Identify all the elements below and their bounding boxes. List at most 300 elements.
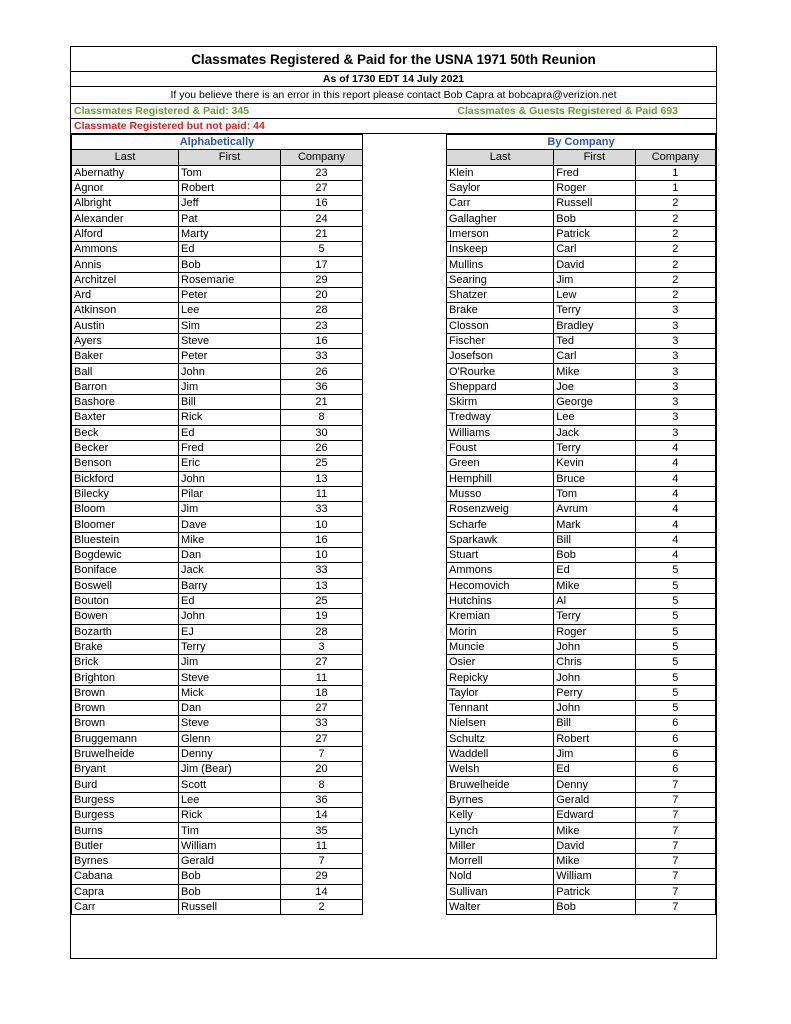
cell-first-name: Gerald — [554, 792, 635, 807]
guests-registered-paid-count: Classmates & Guests Registered & Paid 693 — [457, 105, 678, 117]
cell-company: 17 — [281, 257, 363, 272]
table-row — [72, 211, 363, 226]
cell-company: 21 — [281, 395, 363, 410]
cell-first-name: Gerald — [179, 853, 281, 868]
cell-company: 16 — [281, 532, 363, 547]
cell-company: 26 — [281, 364, 363, 379]
cell-last-name: Brake — [447, 303, 554, 318]
registration-stats — [71, 104, 716, 119]
cell-company: 24 — [281, 211, 363, 226]
cell-first-name: Tom — [554, 486, 635, 501]
table-row — [447, 716, 716, 731]
cell-last-name: Bickford — [72, 471, 179, 486]
cell-first-name: Ed — [179, 242, 281, 257]
cell-company: 5 — [635, 593, 715, 608]
cell-first-name: Rosemarie — [179, 272, 281, 287]
alphabetical-table — [71, 134, 363, 915]
cell-company: 16 — [281, 196, 363, 211]
cell-last-name: Capra — [72, 884, 179, 899]
table-row — [72, 226, 363, 241]
column-header-first: First — [179, 150, 281, 165]
cell-last-name: Byrnes — [447, 792, 554, 807]
cell-company: 5 — [635, 670, 715, 685]
cell-first-name: Mike — [554, 853, 635, 868]
cell-first-name: Joe — [554, 379, 635, 394]
cell-company: 13 — [281, 471, 363, 486]
cell-company: 36 — [281, 379, 363, 394]
table-row — [447, 853, 716, 868]
cell-last-name: Bowen — [72, 609, 179, 624]
table-row — [72, 670, 363, 685]
cell-last-name: Gallagher — [447, 211, 554, 226]
table-row — [72, 869, 363, 884]
cell-company: 2 — [635, 211, 715, 226]
report-sheet — [70, 46, 717, 959]
cell-first-name: Terry — [554, 303, 635, 318]
cell-company: 1 — [635, 180, 715, 195]
table-row — [72, 517, 363, 532]
cell-last-name: Bruwelheide — [447, 777, 554, 792]
cell-company: 6 — [635, 746, 715, 761]
cell-first-name: Jim — [554, 272, 635, 287]
cell-last-name: Barron — [72, 379, 179, 394]
table-row — [72, 624, 363, 639]
cell-first-name: Al — [554, 593, 635, 608]
cell-last-name: Becker — [72, 440, 179, 455]
cell-first-name: John — [554, 639, 635, 654]
cell-first-name: Barry — [179, 578, 281, 593]
cell-last-name: Skirm — [447, 395, 554, 410]
table-row — [447, 563, 716, 578]
by-company-caption: By Company — [447, 135, 716, 150]
table-row — [447, 838, 716, 853]
table-row — [447, 226, 716, 241]
cell-first-name: Carl — [554, 349, 635, 364]
column-header-first: First — [554, 150, 635, 165]
table-row — [447, 700, 716, 715]
table-row — [447, 670, 716, 685]
cell-first-name: William — [179, 838, 281, 853]
cell-last-name: Hemphill — [447, 471, 554, 486]
cell-last-name: Closson — [447, 318, 554, 333]
table-row — [447, 440, 716, 455]
cell-last-name: Rosenzweig — [447, 502, 554, 517]
table-row — [447, 808, 716, 823]
cell-last-name: Albright — [72, 196, 179, 211]
cell-last-name: Butler — [72, 838, 179, 853]
table-row — [72, 440, 363, 455]
registered-paid-count: Classmates Registered & Paid: 345 — [74, 105, 250, 117]
cell-last-name: Hutchins — [447, 593, 554, 608]
cell-company: 11 — [281, 486, 363, 501]
table-row — [447, 823, 716, 838]
cell-first-name: Lee — [179, 792, 281, 807]
cell-last-name: Burgess — [72, 792, 179, 807]
cell-company: 27 — [281, 731, 363, 746]
cell-company: 14 — [281, 884, 363, 899]
cell-company: 5 — [635, 624, 715, 639]
cell-company: 4 — [635, 532, 715, 547]
cell-company: 7 — [635, 777, 715, 792]
table-row — [72, 456, 363, 471]
cell-last-name: Brighton — [72, 670, 179, 685]
table-caption-row — [447, 135, 716, 150]
cell-company: 21 — [281, 226, 363, 241]
cell-first-name: Lee — [554, 410, 635, 425]
cell-first-name: Mike — [554, 823, 635, 838]
cell-company: 25 — [281, 456, 363, 471]
cell-first-name: Bob — [179, 869, 281, 884]
cell-last-name: Brown — [72, 716, 179, 731]
cell-company: 3 — [635, 379, 715, 394]
cell-first-name: Roger — [554, 180, 635, 195]
cell-first-name: Terry — [554, 609, 635, 624]
cell-first-name: Mark — [554, 517, 635, 532]
table-row — [447, 609, 716, 624]
cell-last-name: Scharfe — [447, 517, 554, 532]
cell-company: 4 — [635, 548, 715, 563]
cell-company: 18 — [281, 685, 363, 700]
cell-first-name: Bob — [179, 884, 281, 899]
cell-company: 28 — [281, 624, 363, 639]
cell-company: 13 — [281, 578, 363, 593]
cell-first-name: Peter — [179, 287, 281, 302]
cell-first-name: Bob — [179, 257, 281, 272]
cell-last-name: Byrnes — [72, 853, 179, 868]
cell-last-name: Mullins — [447, 257, 554, 272]
cell-last-name: Atkinson — [72, 303, 179, 318]
table-row — [447, 471, 716, 486]
table-row — [72, 425, 363, 440]
table-row — [447, 242, 716, 257]
cell-last-name: Brown — [72, 685, 179, 700]
cell-first-name: Patrick — [554, 226, 635, 241]
cell-company: 5 — [635, 700, 715, 715]
cell-first-name: Bob — [554, 899, 635, 914]
table-caption-row — [72, 135, 363, 150]
cell-first-name: Mike — [179, 532, 281, 547]
cell-last-name: O'Rourke — [447, 364, 554, 379]
cell-first-name: Terry — [554, 440, 635, 455]
cell-last-name: Stuart — [447, 548, 554, 563]
table-row — [447, 777, 716, 792]
table-row — [72, 792, 363, 807]
cell-company: 2 — [635, 272, 715, 287]
cell-last-name: Tennant — [447, 700, 554, 715]
cell-first-name: Bill — [179, 395, 281, 410]
cell-last-name: Burns — [72, 823, 179, 838]
cell-company: 7 — [635, 808, 715, 823]
cell-company: 7 — [635, 792, 715, 807]
cell-company: 11 — [281, 838, 363, 853]
table-gap — [362, 134, 446, 958]
table-row — [72, 700, 363, 715]
cell-last-name: Abernathy — [72, 165, 179, 180]
cell-last-name: Architzel — [72, 272, 179, 287]
cell-first-name: Avrum — [554, 502, 635, 517]
cell-company: 7 — [635, 899, 715, 914]
table-row — [72, 685, 363, 700]
cell-company: 6 — [635, 731, 715, 746]
cell-company: 8 — [281, 777, 363, 792]
table-row — [447, 869, 716, 884]
table-row — [447, 685, 716, 700]
cell-company: 23 — [281, 165, 363, 180]
cell-first-name: Carl — [554, 242, 635, 257]
table-row — [72, 196, 363, 211]
cell-company: 2 — [635, 226, 715, 241]
cell-last-name: Saylor — [447, 180, 554, 195]
cell-last-name: Brake — [72, 639, 179, 654]
table-row — [447, 884, 716, 899]
cell-company: 7 — [281, 853, 363, 868]
cell-first-name: John — [554, 670, 635, 685]
table-row — [72, 548, 363, 563]
table-row — [447, 287, 716, 302]
cell-first-name: David — [554, 838, 635, 853]
table-header-row — [447, 150, 716, 165]
cell-company: 7 — [635, 884, 715, 899]
cell-last-name: Nielsen — [447, 716, 554, 731]
table-row — [447, 180, 716, 195]
table-row — [447, 395, 716, 410]
cell-first-name: Perry — [554, 685, 635, 700]
cell-first-name: Sim — [179, 318, 281, 333]
cell-first-name: Ed — [554, 762, 635, 777]
table-row — [72, 532, 363, 547]
cell-first-name: Jack — [554, 425, 635, 440]
cell-first-name: Mike — [554, 578, 635, 593]
cell-last-name: Miller — [447, 838, 554, 853]
table-row — [72, 272, 363, 287]
cell-first-name: Steve — [179, 670, 281, 685]
cell-company: 27 — [281, 180, 363, 195]
cell-company: 35 — [281, 823, 363, 838]
cell-company: 7 — [635, 838, 715, 853]
table-row — [447, 502, 716, 517]
table-row — [72, 853, 363, 868]
cell-last-name: Lynch — [447, 823, 554, 838]
cell-company: 33 — [281, 502, 363, 517]
cell-company: 4 — [635, 517, 715, 532]
cell-last-name: Bozarth — [72, 624, 179, 639]
table-row — [72, 731, 363, 746]
cell-first-name: Russell — [554, 196, 635, 211]
column-header-last: Last — [72, 150, 179, 165]
cell-company: 3 — [635, 425, 715, 440]
cell-first-name: George — [554, 395, 635, 410]
cell-last-name: Morin — [447, 624, 554, 639]
cell-company: 2 — [635, 242, 715, 257]
table-row — [72, 287, 363, 302]
table-row — [447, 272, 716, 287]
cell-company: 10 — [281, 517, 363, 532]
table-header-row — [72, 150, 363, 165]
cell-last-name: Carr — [72, 899, 179, 914]
table-row — [72, 823, 363, 838]
cell-first-name: Dan — [179, 700, 281, 715]
table-row — [447, 731, 716, 746]
cell-last-name: Waddell — [447, 746, 554, 761]
cell-company: 5 — [635, 655, 715, 670]
registered-not-paid-count: Classmate Registered but not paid: 44 — [71, 119, 716, 134]
cell-company: 6 — [635, 716, 715, 731]
cell-last-name: Klein — [447, 165, 554, 180]
cell-last-name: Baker — [72, 349, 179, 364]
cell-last-name: Kelly — [447, 808, 554, 823]
table-row — [447, 762, 716, 777]
cell-last-name: Shatzer — [447, 287, 554, 302]
table-row — [72, 808, 363, 823]
table-row — [447, 196, 716, 211]
cell-first-name: John — [179, 471, 281, 486]
cell-first-name: Bob — [554, 548, 635, 563]
cell-company: 26 — [281, 440, 363, 455]
tables-area — [71, 134, 716, 958]
cell-first-name: Ted — [554, 333, 635, 348]
cell-first-name: Lee — [179, 303, 281, 318]
cell-first-name: Tom — [179, 165, 281, 180]
cell-first-name: Denny — [179, 746, 281, 761]
cell-first-name: Jim — [179, 379, 281, 394]
table-row — [447, 318, 716, 333]
table-row — [447, 303, 716, 318]
table-row — [447, 517, 716, 532]
cell-company: 16 — [281, 333, 363, 348]
cell-company: 1 — [635, 165, 715, 180]
table-row — [72, 746, 363, 761]
cell-company: 4 — [635, 502, 715, 517]
report-title: Classmates Registered & Paid for the USNA 1971 50th Reunion — [71, 47, 716, 72]
cell-first-name: Russell — [179, 899, 281, 914]
cell-company: 3 — [635, 318, 715, 333]
cell-first-name: Tim — [179, 823, 281, 838]
table-row — [447, 425, 716, 440]
table-row — [72, 333, 363, 348]
cell-first-name: Ed — [554, 563, 635, 578]
cell-first-name: Jeff — [179, 196, 281, 211]
cell-company: 30 — [281, 425, 363, 440]
cell-first-name: Rick — [179, 808, 281, 823]
cell-first-name: Chris — [554, 655, 635, 670]
cell-company: 5 — [635, 685, 715, 700]
cell-first-name: Fred — [554, 165, 635, 180]
cell-last-name: Taylor — [447, 685, 554, 700]
cell-first-name: Edward — [554, 808, 635, 823]
cell-last-name: Bluestein — [72, 532, 179, 547]
cell-last-name: Nold — [447, 869, 554, 884]
table-row — [72, 395, 363, 410]
cell-last-name: Ayers — [72, 333, 179, 348]
cell-first-name: Scott — [179, 777, 281, 792]
cell-last-name: Austin — [72, 318, 179, 333]
cell-last-name: Sparkawk — [447, 532, 554, 547]
by-company-table — [446, 134, 716, 915]
cell-first-name: Dave — [179, 517, 281, 532]
cell-first-name: Kevin — [554, 456, 635, 471]
cell-company: 3 — [635, 333, 715, 348]
cell-company: 3 — [281, 639, 363, 654]
cell-last-name: Bashore — [72, 395, 179, 410]
cell-company: 19 — [281, 609, 363, 624]
cell-first-name: Mick — [179, 685, 281, 700]
cell-first-name: Glenn — [179, 731, 281, 746]
table-row — [447, 578, 716, 593]
cell-company: 20 — [281, 762, 363, 777]
cell-company: 27 — [281, 700, 363, 715]
cell-first-name: Bill — [554, 532, 635, 547]
cell-company: 29 — [281, 272, 363, 287]
cell-last-name: Beck — [72, 425, 179, 440]
cell-first-name: David — [554, 257, 635, 272]
cell-company: 3 — [635, 364, 715, 379]
table-row — [72, 609, 363, 624]
cell-first-name: Jim — [179, 655, 281, 670]
cell-first-name: Fred — [179, 440, 281, 455]
cell-company: 27 — [281, 655, 363, 670]
table-row — [72, 716, 363, 731]
table-row — [72, 364, 363, 379]
cell-last-name: Repicky — [447, 670, 554, 685]
cell-first-name: Robert — [179, 180, 281, 195]
cell-last-name: Brick — [72, 655, 179, 670]
cell-first-name: Terry — [179, 639, 281, 654]
cell-company: 33 — [281, 563, 363, 578]
cell-first-name: Bruce — [554, 471, 635, 486]
table-row — [447, 548, 716, 563]
cell-last-name: Inskeep — [447, 242, 554, 257]
cell-last-name: Alexander — [72, 211, 179, 226]
cell-first-name: Ed — [179, 593, 281, 608]
table-row — [72, 502, 363, 517]
cell-company: 33 — [281, 349, 363, 364]
cell-last-name: Bouton — [72, 593, 179, 608]
table-row — [72, 899, 363, 914]
table-row — [447, 257, 716, 272]
cell-first-name: Jack — [179, 563, 281, 578]
table-row — [72, 838, 363, 853]
cell-company: 10 — [281, 548, 363, 563]
table-row — [72, 884, 363, 899]
cell-first-name: Jim — [179, 502, 281, 517]
table-row — [447, 899, 716, 914]
table-row — [447, 624, 716, 639]
cell-company: 7 — [635, 853, 715, 868]
cell-last-name: Carr — [447, 196, 554, 211]
table-row — [447, 486, 716, 501]
cell-last-name: Sheppard — [447, 379, 554, 394]
cell-last-name: Bryant — [72, 762, 179, 777]
alphabetical-caption: Alphabetically — [72, 135, 363, 150]
cell-last-name: Benson — [72, 456, 179, 471]
cell-first-name: Steve — [179, 333, 281, 348]
cell-first-name: Mike — [554, 364, 635, 379]
table-row — [447, 165, 716, 180]
column-header-company: Company — [281, 150, 363, 165]
cell-last-name: Agnor — [72, 180, 179, 195]
cell-company: 14 — [281, 808, 363, 823]
cell-first-name: Rick — [179, 410, 281, 425]
cell-last-name: Imerson — [447, 226, 554, 241]
table-row — [72, 563, 363, 578]
table-row — [447, 532, 716, 547]
cell-last-name: Burgess — [72, 808, 179, 823]
table-row — [72, 486, 363, 501]
cell-first-name: John — [179, 609, 281, 624]
table-row — [447, 379, 716, 394]
table-row — [72, 410, 363, 425]
cell-first-name: Dan — [179, 548, 281, 563]
